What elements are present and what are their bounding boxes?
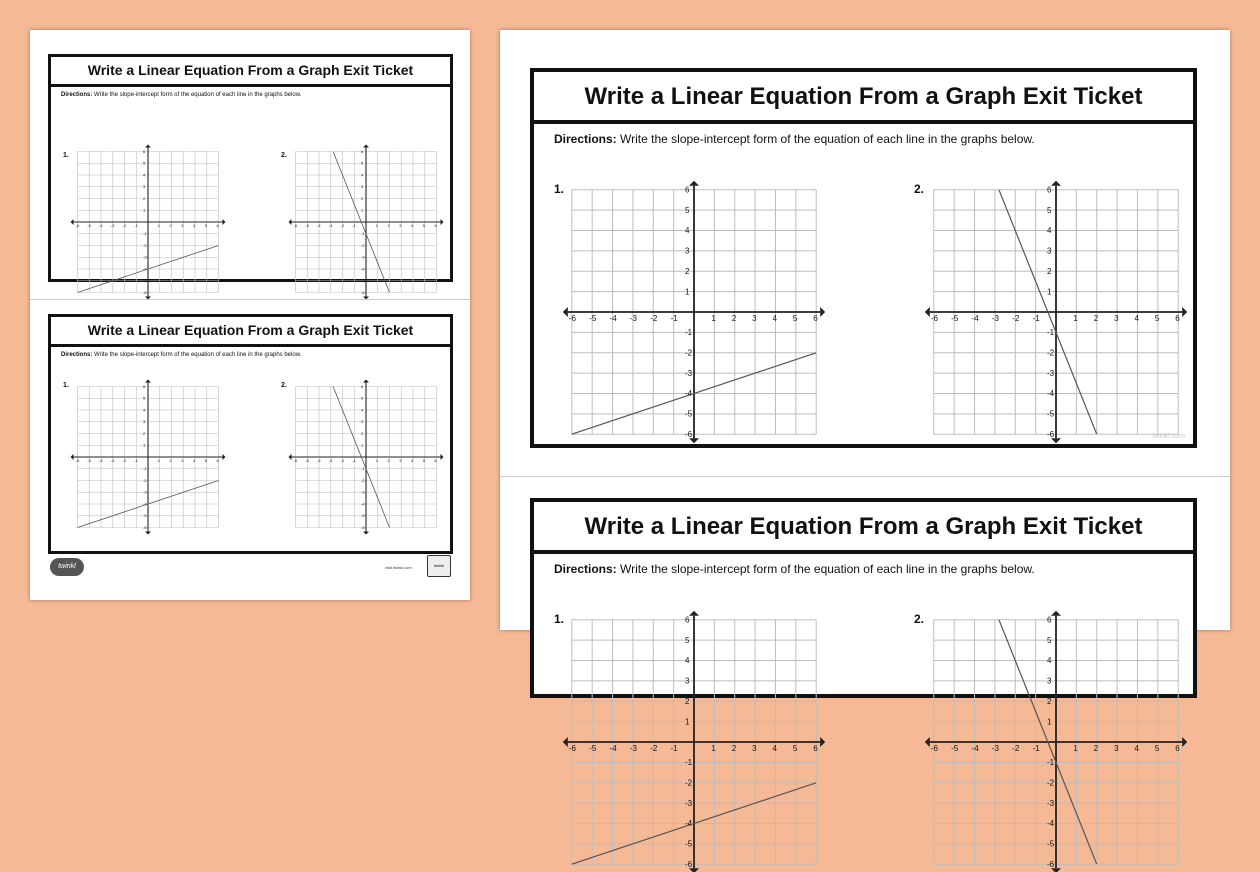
x-axis-arrow-right xyxy=(223,219,226,225)
x-tick-label: 4 xyxy=(772,314,777,323)
graph-2 xyxy=(926,612,1186,872)
x-tick-label: 1 xyxy=(375,223,378,228)
graph-1-label: 1. xyxy=(63,152,69,159)
x-tick-label: 6 xyxy=(216,223,219,228)
y-tick-label: 3 xyxy=(685,246,690,256)
x-axis-arrow-left xyxy=(71,219,74,225)
y-tick-label: 3 xyxy=(1047,246,1052,256)
ticket-title: Write a Linear Equation From a Graph Exit Ticket xyxy=(534,502,1193,554)
y-tick-label: -2 xyxy=(1047,348,1055,358)
y-tick-label: -4 xyxy=(685,389,693,399)
y-tick-label: 2 xyxy=(685,266,690,276)
graph-1 xyxy=(73,382,223,532)
y-tick-label: 2 xyxy=(1047,266,1052,276)
x-axis-arrow-left xyxy=(71,454,74,460)
y-tick-label: 4 xyxy=(361,172,364,178)
y-tick-label: -5 xyxy=(1047,839,1055,849)
x-tick-label: -3 xyxy=(110,458,115,463)
y-tick-label: 4 xyxy=(1047,656,1052,666)
x-tick-label: -2 xyxy=(122,458,127,463)
y-tick-label: -4 xyxy=(143,501,147,507)
y-tick-label: -5 xyxy=(143,513,147,519)
graph-2-label: 2. xyxy=(914,182,925,196)
y-tick-label: -2 xyxy=(143,477,147,483)
x-tick-label: -4 xyxy=(317,223,321,228)
x-tick-label: -2 xyxy=(340,458,345,463)
x-tick-label: 6 xyxy=(434,458,437,463)
graph-1-label: 1. xyxy=(63,382,69,389)
x-tick-label: -1 xyxy=(1032,744,1040,753)
x-tick-label: -4 xyxy=(971,314,979,323)
y-axis-arrow-up xyxy=(363,145,369,148)
graph-1 xyxy=(564,612,824,872)
y-tick-label: -4 xyxy=(361,501,365,507)
x-tick-label: -6 xyxy=(293,223,298,228)
y-tick-label: -6 xyxy=(361,289,365,295)
y-tick-label: -6 xyxy=(685,429,693,439)
y-tick-label: -1 xyxy=(361,231,365,237)
graph-1-label: 1. xyxy=(554,612,565,626)
x-tick-label: 1 xyxy=(711,744,716,753)
x-tick-label: -6 xyxy=(75,458,80,463)
y-axis-arrow-down xyxy=(689,438,699,443)
y-tick-label: -5 xyxy=(361,513,365,519)
x-tick-label: 2 xyxy=(169,458,172,463)
x-tick-label: 1 xyxy=(1073,744,1078,753)
y-tick-label: 3 xyxy=(143,419,146,425)
ticket-directions: Directions: Write the slope-intercept form of the equation of each line in the graphs below. xyxy=(61,92,302,98)
y-tick-label: 4 xyxy=(1047,226,1052,236)
x-tick-label: -6 xyxy=(75,223,80,228)
x-tick-label: -4 xyxy=(971,744,979,753)
x-tick-label: 3 xyxy=(1114,314,1119,323)
ticket-top-small xyxy=(48,54,453,295)
x-tick-label: 5 xyxy=(422,458,425,463)
y-tick-label: -6 xyxy=(685,859,693,869)
x-tick-label: -2 xyxy=(650,314,658,323)
x-tick-label: 4 xyxy=(772,744,777,753)
ticket-directions: Directions: Write the slope-intercept form of the equation of each line in the graphs below. xyxy=(61,352,302,358)
x-tick-label: -5 xyxy=(589,314,597,323)
y-tick-label: -1 xyxy=(685,328,693,338)
x-tick-label: 3 xyxy=(752,314,757,323)
y-tick-label: -3 xyxy=(685,368,693,378)
y-tick-label: -2 xyxy=(361,477,365,483)
y-tick-label: 1 xyxy=(143,442,146,448)
y-tick-label: -5 xyxy=(685,409,693,419)
x-tick-label: -1 xyxy=(134,223,138,228)
x-tick-label: -2 xyxy=(122,223,127,228)
graph-2-label: 2. xyxy=(281,152,287,159)
ticket-directions: Directions: Write the slope-intercept form of the equation of each line in the graphs below. xyxy=(554,132,1035,146)
x-tick-label: -5 xyxy=(589,744,597,753)
y-tick-label: 1 xyxy=(361,207,364,213)
y-tick-label: 4 xyxy=(685,226,690,236)
x-tick-label: -5 xyxy=(305,458,309,463)
y-tick-label: 4 xyxy=(143,407,146,413)
x-tick-label: -3 xyxy=(328,458,333,463)
graph-2 xyxy=(926,182,1186,442)
x-tick-label: -3 xyxy=(991,314,1000,323)
x-tick-label: 2 xyxy=(387,458,390,463)
y-tick-label: -1 xyxy=(685,758,693,768)
x-tick-label: 5 xyxy=(204,223,207,228)
x-tick-label: -2 xyxy=(650,744,658,753)
y-tick-label: 2 xyxy=(361,195,364,201)
y-tick-label: 1 xyxy=(1047,287,1052,297)
x-tick-label: 6 xyxy=(216,458,219,463)
x-tick-label: 6 xyxy=(813,314,818,323)
y-tick-label: 6 xyxy=(1047,185,1052,195)
x-axis-arrow-left xyxy=(289,219,292,225)
graph-2 xyxy=(291,382,441,532)
y-axis-arrow-up xyxy=(145,145,151,148)
left-page xyxy=(30,30,470,600)
x-tick-label: -4 xyxy=(317,458,321,463)
x-tick-label: 1 xyxy=(157,223,160,228)
x-tick-label: 4 xyxy=(1134,314,1139,323)
y-tick-label: -6 xyxy=(143,289,147,295)
x-tick-label: 2 xyxy=(731,744,737,753)
y-tick-label: -6 xyxy=(143,524,147,530)
y-tick-label: -1 xyxy=(143,466,147,472)
y-tick-label: 3 xyxy=(1047,676,1052,686)
twinkl-logo: twinkl xyxy=(50,558,84,576)
x-tick-label: 5 xyxy=(792,314,798,323)
y-tick-label: -3 xyxy=(361,489,365,495)
x-tick-label: -4 xyxy=(609,744,617,753)
x-axis-arrow-left xyxy=(289,454,292,460)
x-axis-arrow-right xyxy=(820,737,825,747)
watermark: twinkl.com xyxy=(1152,433,1185,440)
x-tick-label: 3 xyxy=(399,458,402,463)
x-axis-arrow-right xyxy=(1182,307,1187,317)
y-tick-label: -6 xyxy=(1047,859,1055,869)
y-tick-label: 5 xyxy=(1047,205,1052,215)
ticket-directions: Directions: Write the slope-intercept form of the equation of each line in the graphs below. xyxy=(554,562,1035,576)
x-tick-label: -2 xyxy=(1012,744,1020,753)
graph-2-label: 2. xyxy=(281,382,287,389)
y-tick-label: -2 xyxy=(1047,778,1055,788)
x-tick-label: 5 xyxy=(792,744,798,753)
y-tick-label: 1 xyxy=(143,207,146,213)
y-tick-label: 2 xyxy=(143,430,146,436)
ticket-title: Write a Linear Equation From a Graph Exit Ticket xyxy=(534,72,1193,124)
x-tick-label: -1 xyxy=(670,744,678,753)
y-tick-label: -4 xyxy=(1047,819,1055,829)
x-tick-label: 6 xyxy=(1175,314,1180,323)
x-axis-arrow-right xyxy=(820,307,825,317)
y-tick-label: -3 xyxy=(1047,798,1055,808)
y-tick-label: 6 xyxy=(685,615,690,625)
y-tick-label: -6 xyxy=(1047,429,1055,439)
y-tick-label: -4 xyxy=(1047,389,1055,399)
y-tick-label: 6 xyxy=(143,383,146,389)
x-tick-label: -6 xyxy=(930,314,938,323)
x-tick-label: 5 xyxy=(204,458,207,463)
y-tick-label: 4 xyxy=(361,407,364,413)
x-tick-label: 3 xyxy=(181,458,184,463)
y-tick-label: 2 xyxy=(361,430,364,436)
footer-badge: twinkl xyxy=(427,555,451,577)
y-tick-label: -2 xyxy=(685,778,693,788)
y-tick-label: -6 xyxy=(361,524,365,530)
x-tick-label: -2 xyxy=(340,223,345,228)
y-tick-label: -2 xyxy=(361,242,365,248)
graph-2-label: 2. xyxy=(914,612,925,626)
ticket-title: Write a Linear Equation From a Graph Exit Ticket xyxy=(51,317,450,347)
y-tick-label: 6 xyxy=(1047,615,1052,625)
x-tick-label: 4 xyxy=(1134,744,1139,753)
x-tick-label: 3 xyxy=(399,223,402,228)
y-tick-label: 5 xyxy=(143,395,146,401)
y-tick-label: -5 xyxy=(1047,409,1055,419)
y-axis-arrow-up xyxy=(363,380,369,383)
x-tick-label: -3 xyxy=(328,223,333,228)
x-tick-label: 3 xyxy=(181,223,184,228)
y-tick-label: -1 xyxy=(361,466,365,472)
footer-site-text: visit twinkl.com xyxy=(385,565,412,570)
x-tick-label: 1 xyxy=(375,458,378,463)
y-tick-label: 1 xyxy=(685,287,690,297)
x-tick-label: 2 xyxy=(1093,314,1099,323)
ticket-bottom-large xyxy=(530,498,1197,869)
x-tick-label: 3 xyxy=(752,744,757,753)
y-tick-label: 3 xyxy=(361,184,364,190)
x-tick-label: -4 xyxy=(99,458,103,463)
x-tick-label: 1 xyxy=(711,314,716,323)
page-divider xyxy=(30,299,470,300)
y-tick-label: 4 xyxy=(143,172,146,178)
x-tick-label: 4 xyxy=(193,458,196,463)
x-axis-arrow-right xyxy=(223,454,226,460)
y-tick-label: 3 xyxy=(143,184,146,190)
x-tick-label: -6 xyxy=(568,314,576,323)
y-axis-arrow-down xyxy=(145,532,151,535)
x-tick-label: -1 xyxy=(352,458,356,463)
y-tick-label: -3 xyxy=(143,489,147,495)
right-page xyxy=(500,30,1230,869)
x-axis-arrow-right xyxy=(441,454,444,460)
y-axis-arrow-up xyxy=(689,181,699,186)
y-tick-label: 5 xyxy=(361,160,364,166)
x-tick-label: 4 xyxy=(193,223,196,228)
x-tick-label: -2 xyxy=(1012,314,1020,323)
y-axis-arrow-down xyxy=(363,532,369,535)
y-tick-label: -2 xyxy=(143,242,147,248)
x-axis-arrow-left xyxy=(925,737,930,747)
x-tick-label: -6 xyxy=(930,744,938,753)
y-axis-arrow-down xyxy=(1051,438,1061,443)
x-tick-label: -1 xyxy=(352,223,356,228)
graph-1 xyxy=(564,182,824,442)
y-tick-label: 3 xyxy=(361,419,364,425)
y-tick-label: 4 xyxy=(685,656,690,666)
x-tick-label: 4 xyxy=(411,223,414,228)
y-tick-label: 1 xyxy=(361,442,364,448)
graph-1 xyxy=(73,147,223,297)
y-tick-label: 1 xyxy=(1047,717,1052,727)
y-tick-label: 2 xyxy=(1047,696,1052,706)
x-tick-label: 2 xyxy=(1093,744,1099,753)
y-tick-label: 6 xyxy=(361,148,364,154)
y-tick-label: -1 xyxy=(143,231,147,237)
y-axis-arrow-up xyxy=(145,380,151,383)
x-tick-label: 1 xyxy=(157,458,160,463)
x-tick-label: -5 xyxy=(951,744,959,753)
graph-1-label: 1. xyxy=(554,182,565,196)
ticket-bottom-small xyxy=(48,314,453,554)
x-tick-label: -6 xyxy=(568,744,576,753)
page-divider xyxy=(500,476,1230,477)
y-tick-label: -1 xyxy=(1047,758,1055,768)
y-tick-label: 5 xyxy=(361,395,364,401)
y-tick-label: 5 xyxy=(1047,635,1052,645)
x-tick-label: -5 xyxy=(87,223,91,228)
y-axis-arrow-up xyxy=(1051,181,1061,186)
x-tick-label: -5 xyxy=(951,314,959,323)
x-axis-arrow-left xyxy=(925,307,930,317)
x-axis-arrow-left xyxy=(563,737,568,747)
x-tick-label: -1 xyxy=(134,458,138,463)
x-tick-label: -5 xyxy=(305,223,309,228)
x-axis-arrow-left xyxy=(563,307,568,317)
y-tick-label: -3 xyxy=(685,798,693,808)
x-tick-label: 1 xyxy=(1073,314,1078,323)
x-tick-label: -3 xyxy=(629,744,638,753)
y-tick-label: 6 xyxy=(685,185,690,195)
y-tick-label: 3 xyxy=(685,676,690,686)
x-tick-label: 6 xyxy=(434,223,437,228)
x-tick-label: -6 xyxy=(293,458,298,463)
x-axis-arrow-right xyxy=(441,219,444,225)
x-tick-label: -4 xyxy=(609,314,617,323)
graph-2 xyxy=(291,147,441,297)
y-tick-label: 5 xyxy=(143,160,146,166)
y-tick-label: 5 xyxy=(685,205,690,215)
x-tick-label: 6 xyxy=(813,744,818,753)
x-tick-label: -3 xyxy=(110,223,115,228)
y-tick-label: 2 xyxy=(143,195,146,201)
y-tick-label: -5 xyxy=(685,839,693,849)
y-tick-label: -1 xyxy=(1047,328,1055,338)
y-tick-label: -3 xyxy=(1047,368,1055,378)
y-tick-label: -3 xyxy=(143,254,147,260)
x-tick-label: -3 xyxy=(629,314,638,323)
y-tick-label: -5 xyxy=(361,278,365,284)
x-tick-label: -1 xyxy=(670,314,678,323)
x-tick-label: 6 xyxy=(1175,744,1180,753)
x-tick-label: 5 xyxy=(422,223,425,228)
x-tick-label: -1 xyxy=(1032,314,1040,323)
y-tick-label: -3 xyxy=(361,254,365,260)
y-tick-label: -5 xyxy=(143,278,147,284)
x-tick-label: 4 xyxy=(411,458,414,463)
y-tick-label: -4 xyxy=(143,266,147,272)
x-tick-label: 2 xyxy=(731,314,737,323)
y-tick-label: -4 xyxy=(685,819,693,829)
y-tick-label: 5 xyxy=(685,635,690,645)
ticket-top-large xyxy=(530,68,1197,448)
y-axis-arrow-up xyxy=(689,611,699,616)
x-tick-label: 5 xyxy=(1154,744,1160,753)
x-tick-label: 3 xyxy=(1114,744,1119,753)
y-tick-label: -4 xyxy=(361,266,365,272)
y-tick-label: 1 xyxy=(685,717,690,727)
x-tick-label: -3 xyxy=(991,744,1000,753)
y-tick-label: 6 xyxy=(143,148,146,154)
x-tick-label: -4 xyxy=(99,223,103,228)
y-tick-label: -2 xyxy=(685,348,693,358)
y-tick-label: 6 xyxy=(361,383,364,389)
x-tick-label: 2 xyxy=(387,223,390,228)
x-tick-label: -5 xyxy=(87,458,91,463)
x-axis-arrow-right xyxy=(1182,737,1187,747)
x-tick-label: 5 xyxy=(1154,314,1160,323)
y-tick-label: 2 xyxy=(685,696,690,706)
y-axis-arrow-up xyxy=(1051,611,1061,616)
x-tick-label: 2 xyxy=(169,223,172,228)
ticket-title: Write a Linear Equation From a Graph Exit Ticket xyxy=(51,57,450,87)
